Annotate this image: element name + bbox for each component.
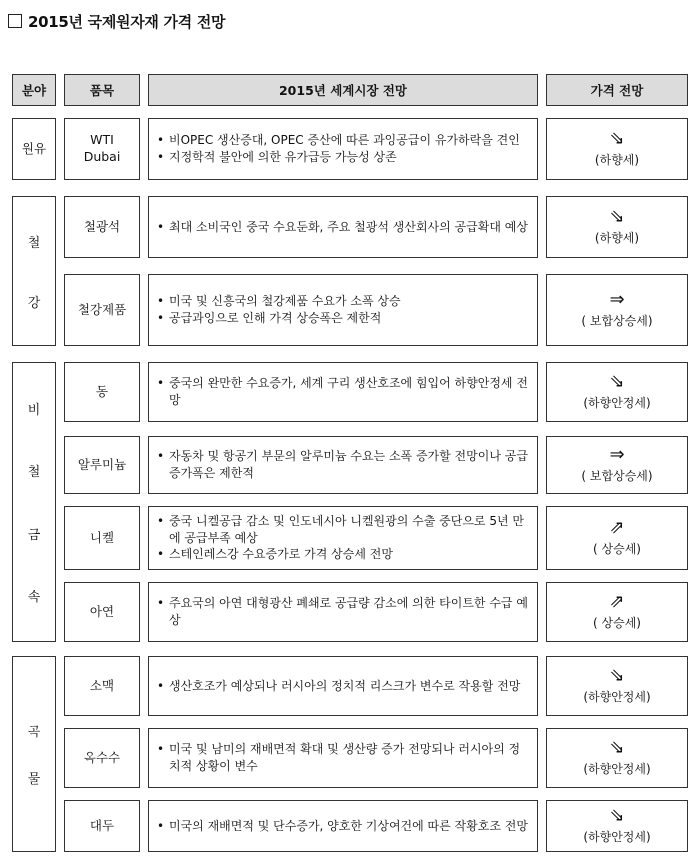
group-nonferrous-char: 비 [27, 402, 41, 418]
trend-arrow-icon: ⇗ [609, 591, 625, 612]
item-label: 동 [95, 383, 109, 399]
checkbox-square-icon [8, 14, 22, 28]
item-cell [64, 656, 140, 716]
header-item: 품목 [64, 74, 140, 106]
price-cell [546, 436, 688, 494]
item-cell [64, 196, 140, 258]
item-label: 소맥 [89, 677, 115, 693]
header-outlook: 2015년 세계시장 전망 [148, 74, 538, 106]
outlook-cell [148, 800, 538, 852]
outlook-cell [148, 582, 538, 642]
item-cell [64, 506, 140, 570]
trend-arrow-icon: ⇗ [609, 517, 625, 538]
group-nonferrous-char: 철 [27, 465, 41, 481]
trend-arrow-icon: ⇘ [609, 737, 625, 758]
outlook-bullet: • 미국 및 신흥국의 철강제품 수요가 소폭 상승 [157, 293, 401, 310]
price-cell [546, 582, 688, 642]
price-cell [546, 118, 688, 180]
title-text: 2015년 국제원자재 가격 전망 [28, 12, 226, 31]
group-grain-char: 물 [27, 772, 41, 787]
item-cell [64, 274, 140, 346]
item-cell [64, 118, 140, 180]
item-label: 니켈 [89, 529, 115, 545]
price-cell [546, 274, 688, 346]
item-label: 철강제품 [77, 301, 127, 317]
price-outlook-text: (하향안정세) [583, 690, 651, 704]
price-cell [546, 800, 688, 852]
trend-arrow-icon: ⇘ [609, 371, 625, 392]
price-outlook-text: ( 상승세) [593, 616, 641, 630]
item-cell [64, 800, 140, 852]
item-label: 옥수수 [83, 749, 121, 765]
group-steel-char: 강 [27, 295, 41, 311]
trend-arrow-icon: ⇒ [609, 289, 625, 310]
outlook-cell [148, 506, 538, 570]
price-outlook-text: ( 상승세) [593, 542, 641, 556]
price-cell [546, 196, 688, 258]
item-cell [64, 582, 140, 642]
group-nonferrous [12, 362, 56, 642]
price-outlook-text: ( 보합상승세) [581, 469, 653, 483]
price-outlook-text: (하향세) [594, 231, 640, 245]
item-cell [64, 436, 140, 494]
item-label: 아연 [89, 603, 115, 619]
group-steel [12, 196, 56, 346]
item-cell [64, 728, 140, 788]
group-steel-char: 철 [27, 235, 41, 251]
item-label: WTI Dubai [83, 132, 121, 164]
outlook-bullet: • 비OPEC 생산증대, OPEC 증산에 따른 과잉공급이 유가하락을 견인 [157, 132, 520, 149]
outlook-cell [148, 274, 538, 346]
trend-arrow-icon: ⇒ [609, 444, 625, 465]
trend-arrow-icon: ⇘ [609, 128, 625, 149]
header-price: 가격 전망 [546, 74, 688, 106]
trend-arrow-icon: ⇘ [609, 206, 625, 227]
outlook-bullet: • 지정학적 불안에 의한 유가급등 가능성 상존 [157, 149, 520, 166]
outlook-bullet: • 미국 및 남미의 재배면적 확대 및 생산량 증가 전망되나 러시아의 정치적 상황이 변수 [157, 741, 529, 775]
trend-arrow-icon: ⇘ [609, 805, 625, 826]
outlook-cell [148, 728, 538, 788]
group-oil [12, 118, 56, 180]
outlook-bullet: • 공급과잉으로 인해 가격 상승폭은 제한적 [157, 310, 401, 327]
item-label: 철광석 [83, 218, 121, 234]
item-cell [64, 362, 140, 422]
outlook-bullet: • 생산호조가 예상되나 러시아의 정치적 리스크가 변수로 작용할 전망 [157, 678, 520, 695]
outlook-bullet: • 최대 소비국인 중국 수요둔화, 주요 철광석 생산회사의 공급확대 예상 [157, 219, 528, 236]
item-label: 대두 [89, 817, 115, 833]
trend-arrow-icon: ⇘ [609, 665, 625, 686]
price-outlook-text: (하향안정세) [583, 762, 651, 776]
outlook-bullet: • 중국의 완만한 수요증가, 세계 구리 생산호조에 힘입어 하향안정세 전망 [157, 375, 529, 409]
outlook-bullet: • 미국의 재배면적 및 단수증가, 양호한 기상여건에 따른 작황호조 전망 [157, 818, 528, 835]
outlook-cell [148, 436, 538, 494]
price-cell [546, 506, 688, 570]
header-field: 분야 [12, 74, 56, 106]
price-outlook-text: ( 보합상승세) [581, 314, 653, 328]
price-cell [546, 656, 688, 716]
price-outlook-text: (하향세) [594, 153, 640, 167]
outlook-cell [148, 362, 538, 422]
group-oil-label: 원유 [21, 140, 47, 156]
item-label: 알루미늄 [77, 456, 127, 472]
outlook-cell [148, 118, 538, 180]
outlook-cell [148, 656, 538, 716]
outlook-bullet: • 주요국의 아연 대형광산 폐쇄로 공급량 감소에 의한 타이트한 수급 예상 [157, 595, 529, 629]
price-cell [546, 362, 688, 422]
page-title [8, 10, 225, 32]
group-grain [12, 656, 56, 852]
group-nonferrous-char: 금 [27, 527, 41, 543]
price-outlook-text: (하향안정세) [583, 830, 651, 844]
price-outlook-text: (하향안정세) [583, 396, 651, 410]
outlook-bullet: • 자동차 및 항공기 부문의 알루미늄 수요는 소폭 증가할 전망이나 공급 증가폭은 제한적 [157, 448, 529, 482]
outlook-bullet: • 중국 니켈공급 감소 및 인도네시아 니켈원광의 수출 중단으로 5년 만에 공급부족 예상 [157, 513, 529, 547]
price-cell [546, 728, 688, 788]
outlook-cell [148, 196, 538, 258]
group-grain-char: 곡 [27, 725, 41, 740]
outlook-bullet: • 스테인레스강 수요증가로 가격 상승세 전망 [157, 546, 529, 563]
group-nonferrous-char: 속 [27, 590, 41, 606]
